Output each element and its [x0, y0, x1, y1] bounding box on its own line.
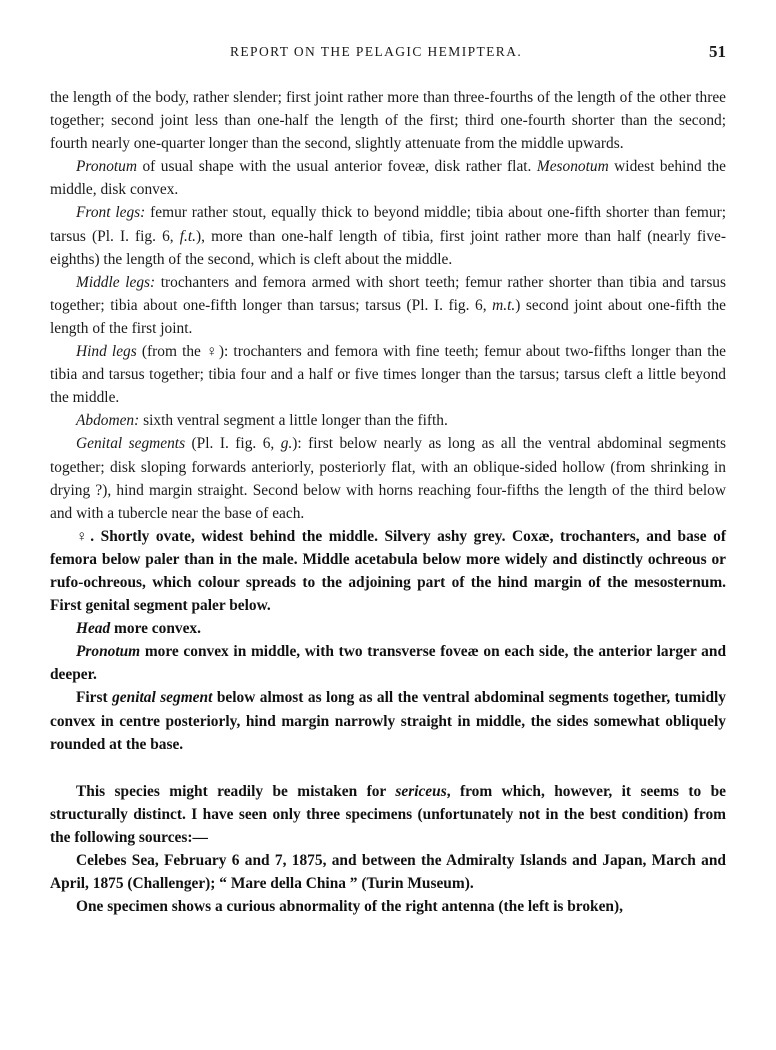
italic-term: Head [76, 620, 111, 638]
paragraph [50, 617, 726, 640]
italic-term: m.t. [492, 296, 516, 314]
text-run: sixth ventral segment a little longer than the fifth. [139, 412, 448, 430]
text-run: widest behind the middle, disk convex. [50, 158, 726, 199]
italic-term: Middle legs: [76, 273, 156, 291]
paragraph [50, 409, 726, 432]
text-run: One specimen shows a curious abnormality of the right antenna (the left is broken), [76, 898, 623, 916]
text-run: trochanters and femora armed with short teeth; femur rather shorter than tibia and tarsus together; tibia about one-fifth longer than tarsus; tarsus (Pl. I. fig. 6, [50, 273, 726, 314]
text-run: more convex in middle, with two transverse foveæ on each side, the anterior larger and deeper. [50, 643, 726, 684]
text-run: below almost as long as all the ventral abdominal segments together, tumidly convex in centre posteriorly, hind margin narrowly straight in middle, the sides somewhat obliquely rounded at the base. [50, 689, 726, 753]
italic-term: genital segment [112, 689, 213, 707]
paragraph [50, 686, 726, 755]
italic-term: Abdomen: [76, 412, 140, 430]
italic-term: Hind legs [76, 343, 137, 361]
paragraph [50, 155, 726, 201]
italic-term: Genital segments [76, 435, 186, 453]
running-title: REPORT ON THE PELAGIC HEMIPTERA. [230, 44, 523, 59]
running-header [50, 44, 726, 68]
page-number: 51 [709, 42, 726, 61]
text-run: more convex. [110, 620, 201, 638]
text-run: Celebes Sea, February 6 and 7, 1875, and between the Admiralty Islands and Japan, March and April, 1875 (Challenger); “ Mare della China ” (Turin Museum). [50, 852, 726, 893]
text-run: This species might readily be mistaken for [76, 782, 396, 800]
text-run: ) second joint about one-fifth the length of the first joint. [50, 296, 726, 337]
paragraph [50, 895, 726, 918]
text-run: the length of the body, rather slender; first joint rather more than three-fourths of the length of the other three together; second joint less than one-half the length of the first; third one-fourth shorter than the second; fourth nearly one-quarter longer than the second, slightly attenuate from the middle upwards. [50, 89, 726, 153]
text-run: ♀. Shortly ovate, widest behind the middle. Silvery ashy grey. Coxæ, trochanters, and base of femora below paler than in the male. Middle acetabula below more widely and distinctly ochreous or rufo-ochreous, which colour spreads to the adjoining part of the hind margin of the mesosternum. First genital segment paler below. [50, 527, 726, 615]
paragraph [50, 432, 726, 524]
italic-term: Pronotum [76, 158, 137, 176]
paragraph [50, 849, 726, 895]
text-run: , from which, however, it seems to be structurally distinct. I have seen only three specimens (unfortunately not in the best condition) from the following sources:— [50, 782, 726, 846]
text-run: (Pl. I. fig. 6, [185, 435, 281, 453]
text-run: First [76, 689, 113, 707]
text-run: (from the ♀): trochanters and femora with fine teeth; femur about two-fifths longer than the tibia and tarsus together; tibia four and a half or five times longer than the tarsus; tarsus cleft a little beyond the middle. [50, 343, 726, 407]
italic-term: g. [280, 435, 293, 453]
text-run: of usual shape with the usual anterior foveæ, disk rather flat. [137, 158, 537, 176]
italic-term: sericeus [395, 782, 447, 800]
paragraph [50, 86, 726, 155]
paragraph [50, 201, 726, 270]
paragraph [50, 780, 726, 849]
text-run: femur rather stout, equally thick to beyond middle; tibia about one-fifth shorter than femur; tarsus (Pl. I. fig. 6, [50, 204, 726, 245]
body-text [50, 86, 726, 918]
text-run: ): first below nearly as long as all the ventral abdominal segments together; disk sloping forwards anteriorly, posteriorly flat, with an oblique-sided hollow (from shrinking in drying ?), hind margin straight. Second below with horns reaching four-fifths the length of the third below and with a tubercle near the base of each. [50, 435, 727, 522]
paragraph [50, 271, 726, 340]
italic-term: Pronotum [76, 643, 141, 661]
section-gap [50, 756, 726, 780]
paragraph [50, 640, 726, 686]
italic-term: Front legs: [76, 204, 146, 222]
paragraph [50, 340, 726, 409]
text-run: ), more than one-half length of tibia, first joint rather more than half (nearly five-eighths) the length of the second, which is cleft about the middle. [50, 227, 726, 268]
italic-term: Mesonotum [536, 158, 609, 176]
italic-term: f.t. [179, 227, 196, 245]
paragraph [50, 525, 726, 617]
